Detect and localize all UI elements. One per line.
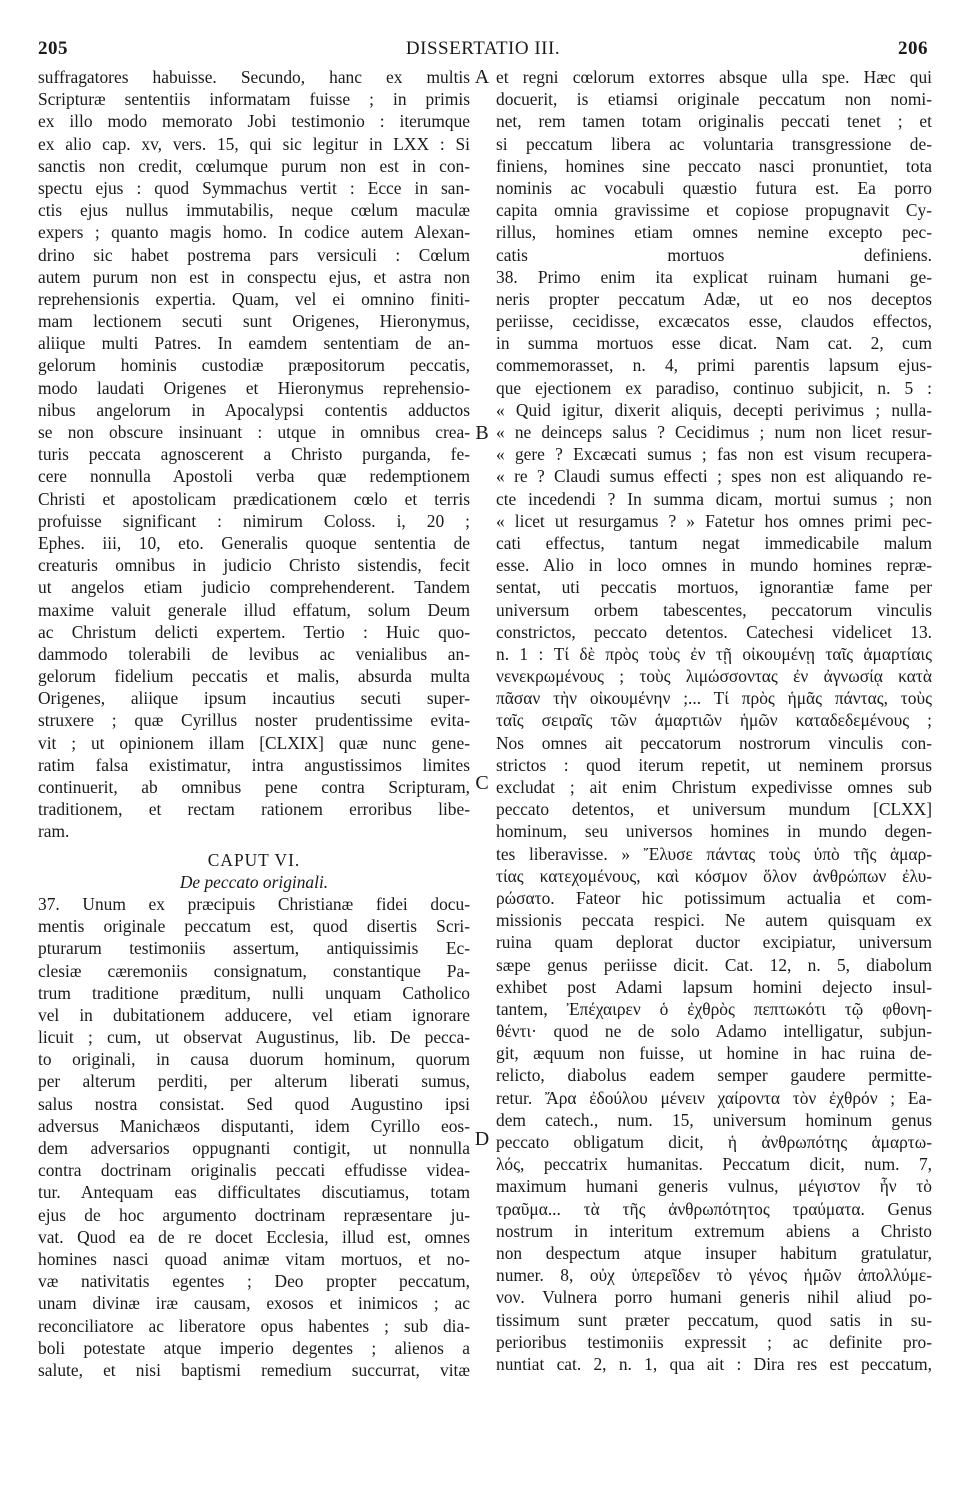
text-line: esse. Alio in loco omnes in mundo homines repræ- xyxy=(496,555,932,576)
text-line: τραῦμα... τὰ τῆς ἀνθρωπότητος τραύματα. Genus xyxy=(496,1198,932,1219)
text-line: hominum, seu universos homines in mundo degen- xyxy=(496,821,932,842)
text-line: creaturis omnibus in judicio Christo sistendis, fecit xyxy=(38,555,470,576)
text-line: νον. Vulnera porro humani generis nihil aliud po- xyxy=(496,1287,932,1308)
text-line: λός, peccatrix humanitas. Peccatum dicit, num. 7, xyxy=(496,1154,932,1175)
text-line: ex illo modo memorato Jobi testimonio : iterumque xyxy=(38,111,470,132)
chapter-title: CAPUT VI. xyxy=(207,849,301,870)
left-column xyxy=(38,66,470,1381)
text-line: n. 1 : Τί δὲ πρὸς τοὺς ἐν τῇ οἰκουμένῃ ταῖς ἁμαρτίαις xyxy=(496,643,932,664)
text-line: catis mortuos definiens. xyxy=(496,244,932,265)
text-line: nostrum in interitum extremum abiens a Christo xyxy=(496,1220,932,1241)
text-line: tes liberavisse. » Ἔλυσε πάντας τοὺς ὑπὸ τῆς ἁμαρ- xyxy=(496,843,932,864)
text-line: trum traditione præditum, nulli unquam Catholico xyxy=(38,982,470,1003)
text-line: ac Christum delicti expertem. Tertio : Huic quo- xyxy=(38,621,470,642)
text-line: modo laudati Origenes et Hieronymus reprehensio- xyxy=(38,377,470,398)
text-line: aliique multi Patres. In eamdem sententiam de an- xyxy=(38,333,470,354)
margin-marker-a: A xyxy=(474,66,490,88)
text-line: salus nostra consistat. Sed quod Augustino ipsi xyxy=(38,1093,470,1114)
text-line: que ejectionem ex paradiso, continuo subjicit, n. 5 : xyxy=(496,377,932,398)
text-line: se non obscure insinuant : utque in omnibus crea- xyxy=(38,422,470,442)
text-line: excludat ; ait enim Christum expedivisse omnes sub xyxy=(496,777,932,797)
text-line: « re ? Claudi sumus effecti ; spes non est aliquando re- xyxy=(496,466,932,487)
text-line: ram. xyxy=(38,821,70,842)
text-line: continuerit, ab omnibus pene contra Scripturam, xyxy=(38,777,470,797)
text-line: suffragatores habuisse. Secundo, hanc ex multis xyxy=(38,67,470,87)
text-line: nuntiat cat. 2, n. 1, qua ait : Dira res est peccatum, xyxy=(496,1353,932,1374)
text-line: struxere ; quæ Cyrillus noster prudentissime evita- xyxy=(38,710,470,731)
text-line: 37. Unum ex præcipuis Christianæ fidei docu- xyxy=(38,893,470,914)
text-line: si peccatum libera ac voluntaria transgressione de- xyxy=(496,133,932,154)
text-line: maxime valuit generale illud effatum, solum Deum xyxy=(38,599,470,620)
text-line: Nos omnes ait peccatorum nostrorum vinculis con- xyxy=(496,732,932,753)
text-line: neris propter peccatum Adæ, ut eo nos deceptos xyxy=(496,288,932,309)
text-line: Scripturæ sententiis informatam fuisse ; in primis xyxy=(38,89,470,110)
text-line: exhibet post Adami lapsum homini dejecto insul- xyxy=(496,976,932,997)
text-line: non despectum atque insuper habitum gratulatur, xyxy=(496,1242,932,1263)
text-line: per alterum perditi, per alterum liberati sumus, xyxy=(38,1071,470,1092)
text-line: capita omnia gravissime et copiose propugnavit Cy- xyxy=(496,200,932,221)
text-line: turis peccata agnoscerent a Christo purganda, fe- xyxy=(38,444,470,465)
text-line: vit ; ut opinionem illam [CLXIX] quæ nunc gene- xyxy=(38,732,470,753)
text-line: vel in dubitationem adducere, vel etiam ignorare xyxy=(38,1004,470,1025)
text-line: git, æquum non fuisse, ut homine in hac ruina de- xyxy=(496,1043,932,1064)
margin-marker-c: C xyxy=(475,772,489,794)
chapter-subtitle: De peccato originali. xyxy=(179,871,329,892)
text-line: salute, et nisi baptismi remedium succurrat, vitæ xyxy=(38,1359,470,1380)
text-line: reconciliatore ac liberatore opus habentes ; sub dia- xyxy=(38,1315,470,1336)
text-line: docuerit, is etiamsi originale peccatum non nomi- xyxy=(496,89,932,110)
text-line: pturarum testimoniis assertum, antiquissimis Ec- xyxy=(38,938,470,959)
text-line: Origenes, aliique ipsum incautius secuti super- xyxy=(38,688,470,709)
left-column-text xyxy=(38,66,470,843)
text-line: unam divinæ iræ causam, exosos et inimicos ; ac xyxy=(38,1293,470,1314)
text-line: to originali, in causa duorum hominum, quorum xyxy=(38,1049,470,1070)
text-line: ctis ejus nullus immutabilis, neque cœlum maculæ xyxy=(38,200,470,221)
text-line: gelorum fidelium peccatis et malis, absurda multa xyxy=(38,666,470,687)
text-line: commemorasset, n. 4, primi parentis lapsum ejus- xyxy=(496,355,932,376)
right-column-text xyxy=(496,66,932,1375)
text-line: sæpe genus periisse dicit. Cat. 12, n. 5, diabolum xyxy=(496,954,932,975)
margin-marker-d: D xyxy=(474,1128,490,1150)
text-line: reprehensionis expertia. Quam, vel ei omnino finiti- xyxy=(38,288,470,309)
text-line: ruina quam deplorat ductor excipiatur, universum xyxy=(496,932,932,953)
text-line: gelorum hominis custodiæ præpositorum peccatis, xyxy=(38,355,470,376)
margin-marker-b: B xyxy=(475,422,489,444)
text-line: tur. Antequam eas difficultates discutiamus, totam xyxy=(38,1182,470,1203)
text-line: contra doctrinam originalis peccati effudisse videa- xyxy=(38,1160,470,1181)
left-column-text-2 xyxy=(38,893,470,1381)
text-line: ejus de hoc argumento doctrinam repræsentare ju- xyxy=(38,1204,470,1225)
text-line: cati effectus, tantum negat immedicabile malum xyxy=(496,532,932,553)
text-line: drino sic habet postrema pars versiculi : Cœlum xyxy=(38,244,470,265)
text-line: traditionem, et rectam rationem erroribus libe- xyxy=(38,799,470,820)
text-line: rillus, homines etiam omnes nemine excepto pec- xyxy=(496,222,932,243)
text-line: Ephes. iii, 10, eto. Generalis quoque sententia de xyxy=(38,532,470,553)
page-header xyxy=(38,38,928,64)
text-line: nibus angelorum in Apocalypsi contentis adductos xyxy=(38,399,470,420)
running-title: DISSERTATIO III. xyxy=(405,38,561,59)
text-line: tantem, Ἐπέχαιρεν ὁ ἐχθρὸς πεπτωκότι τῷ φθονη- xyxy=(496,998,932,1019)
text-line: sentat, uti peccatis mortuos, ignorantiæ fame per xyxy=(496,577,932,598)
text-line: retur. Ἄρα ἐδούλου μένειν χαίροντα τὸν ἐχθρόν ; Ea- xyxy=(496,1087,932,1108)
text-line: spectu ejus : quod Symmachus vertit : Ecce in san- xyxy=(38,177,470,198)
text-line: mentis originale peccatum est, quod disertis Scri- xyxy=(38,916,470,937)
text-line: dem catech., num. 15, universum hominum genus xyxy=(496,1109,932,1130)
text-line: adversus Manichæos disputanti, idem Cyrillo eos- xyxy=(38,1115,470,1136)
text-line: ταῖς σειραῖς τῶν ἁμαρτιῶν ἡμῶν καταδεδεμένους ; xyxy=(496,710,932,731)
text-line: mam lectionem secuti sunt Origenes, Hieronymus, xyxy=(38,311,470,332)
text-line: universum orbem tabescentes, peccatorum vinculis xyxy=(496,599,932,620)
text-line: perioribus testimoniis expressit ; ac definite pro- xyxy=(496,1331,932,1352)
text-line: peccato obligatum dicit, ἡ ἀνθρωπότης ἁμαρτω- xyxy=(496,1132,932,1152)
text-line: constrictos, peccato detentos. Catechesi videlicet 13. xyxy=(496,621,932,642)
text-line: numer. 8, οὐχ ὑπερεῖδεν τὸ γένος ἡμῶν ἀπολλύμε- xyxy=(496,1265,932,1286)
text-line: maximum humani generis vulnus, μέγιστον ἦν τὸ xyxy=(496,1176,932,1197)
text-line: homines nasci quoad animæ vitam mortuos, et no- xyxy=(38,1248,470,1269)
text-line: in summa mortuos esse dicat. Nam cat. 2, cum xyxy=(496,333,932,354)
text-line: « Quid igitur, dixerit aliquis, decepti perivimus ; nulla- xyxy=(496,399,932,420)
text-line: cere nonnulla Apostoli verba quæ redemptionem xyxy=(38,466,470,487)
text-line: relicto, diabolus eadem semper gaudere permitte- xyxy=(496,1065,932,1086)
text-line: dammodo tolerabili de levibus ac venialibus an- xyxy=(38,643,470,664)
text-line: Christi et apostolicam prædicationem cœlo et terris xyxy=(38,488,470,509)
text-line: ut angelos etiam judicio comprehenderent. Tandem xyxy=(38,577,470,598)
text-line: strictos : quod iterum repetit, ut neminem prorsus xyxy=(496,754,932,775)
text-line: cte incedendi ? In summa dicam, mortui sumus ; non xyxy=(496,488,932,509)
text-line: ex alio cap. xv, vers. 15, qui sic legitur in LXX : Si xyxy=(38,133,470,154)
text-line: 38. Primo enim ita explicat ruinam humani ge- xyxy=(496,266,932,287)
text-line: missionis peccata respici. Ne autem quisquam ex xyxy=(496,910,932,931)
text-line: finiens, homines sine peccato nasci pronuntiet, tota xyxy=(496,155,932,176)
text-line: sanctis non credit, cœlumque purum non est in con- xyxy=(38,155,470,176)
text-line: clesiæ cæremoniis consignatum, constantique Pa- xyxy=(38,960,470,981)
text-line: ρώσατο. Fateor hic potissimum actualia et com- xyxy=(496,887,932,908)
text-line: πᾶσαν τὴν οἰκουμένην ;... Τί πρὸς ἡμᾶς πάντας, τοὺς xyxy=(496,688,932,709)
text-line: profuisse significant : nimirum Coloss. i, 20 ; xyxy=(38,510,470,531)
text-line: autem purum non est in conspectu ejus, et astra non xyxy=(38,266,470,287)
text-line: periisse, cecidisse, excæcatos esse, claudos effectos, xyxy=(496,311,932,332)
page-number-right: 206 xyxy=(898,38,928,59)
text-line: ratim falsa existimatur, intra angustissimos limites xyxy=(38,754,470,775)
right-column xyxy=(496,66,932,1375)
text-line: nominis ac vocabuli quæstio futura est. Ea porro xyxy=(496,177,932,198)
text-line: « licet ut resurgamus ? » Fatetur hos omnes primi pec- xyxy=(496,510,932,531)
text-line: peccato detentos, et universum mundum [CLXX] xyxy=(496,799,932,820)
text-line: licuit ; cum, ut observat Augustinus, lib. De pecca- xyxy=(38,1027,470,1048)
text-line: expers ; quanto magis homo. In codice autem Alexan- xyxy=(38,222,470,243)
text-line: vat. Quod ea de re docet Ecclesia, illud est, omnes xyxy=(38,1226,470,1247)
text-line: νενεκρωμένους ; τοὺς λιμώσσοντας ἐν ἀγνωσίᾳ κατὰ xyxy=(496,666,932,687)
text-line: « gere ? Excæcati sumus ; fas non est visum recupera- xyxy=(496,444,932,465)
text-line: væ nativitatis egentes ; Deo propter peccatum, xyxy=(38,1271,470,1292)
text-line: net, rem tamen totam originalis peccati tenet ; et xyxy=(496,111,932,132)
text-line: tissimum sunt præter peccatum, quod satis in su- xyxy=(496,1309,932,1330)
page-number-left: 205 xyxy=(38,38,68,59)
text-line: θέντι· quod ne de solo Adamo intelligatur, subjun- xyxy=(496,1021,932,1042)
text-line: « ne deinceps salus ? Cecidimus ; num non licet resur- xyxy=(496,422,932,442)
text-line: τίας κατεχομένους, καὶ κόσμον ὅλον ἀνθρώπων ἐλυ- xyxy=(496,865,932,886)
text-line: dem adversarios oppugnanti contigit, ut nonnulla xyxy=(38,1138,470,1158)
text-line: boli potestate atque imperio degentes ; alienos a xyxy=(38,1337,470,1358)
text-line: et regni cœlorum extorres absque ulla spe. Hæc qui xyxy=(496,67,932,87)
